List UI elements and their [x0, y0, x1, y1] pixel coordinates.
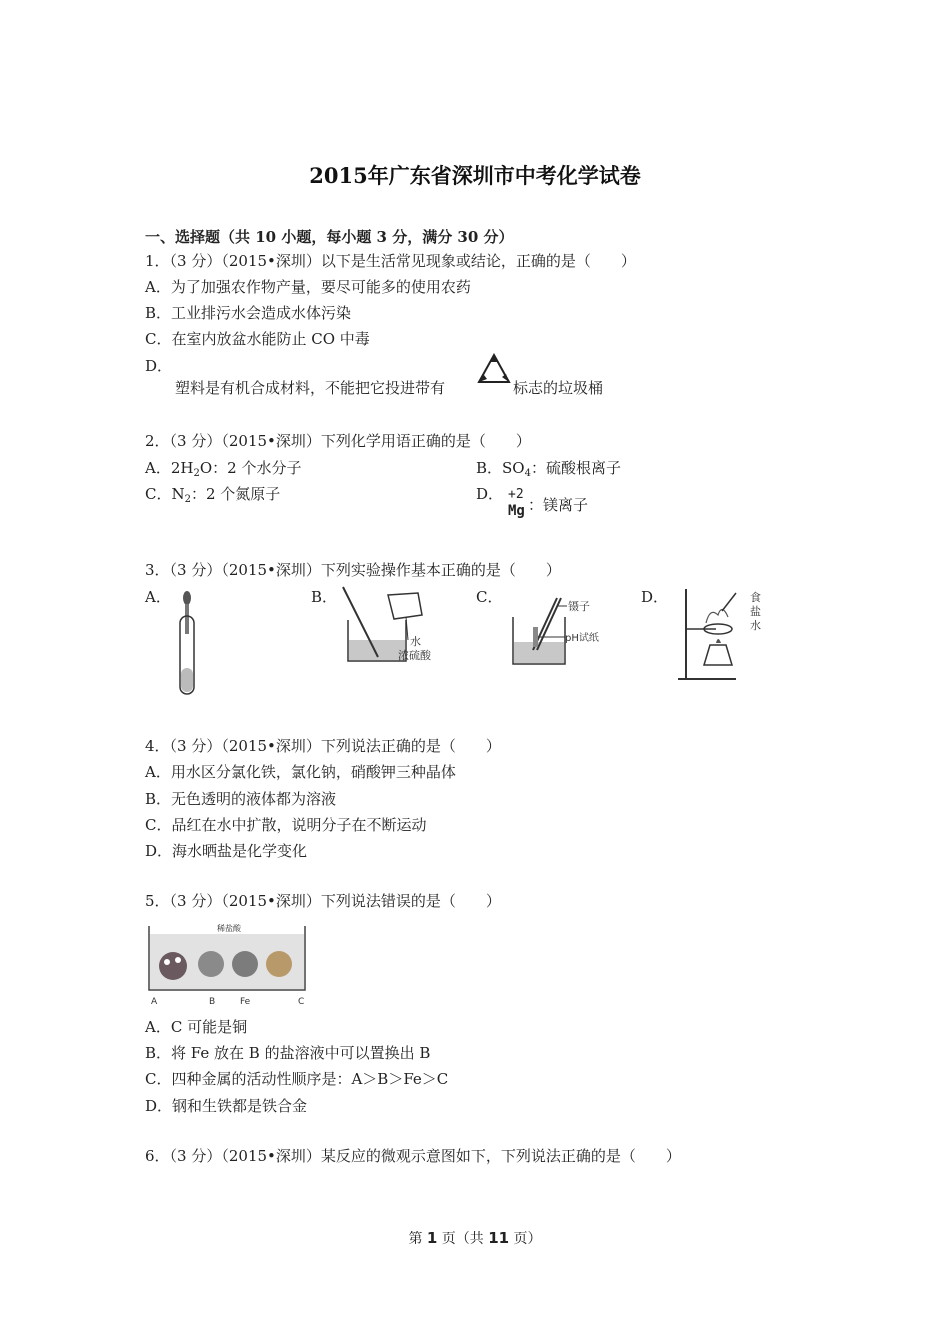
- d-label-1: 食: [750, 591, 761, 604]
- q1-option-d-letter: D．: [145, 357, 173, 375]
- page-footer: [0, 1228, 950, 1248]
- recycle-icon: [476, 352, 512, 386]
- q2-option-c: [145, 483, 280, 511]
- q5-option-a: A．C 可能是铜: [145, 1018, 248, 1036]
- d-label-3: 水: [750, 619, 761, 632]
- q1-option-d-text2: 标志的垃圾桶: [513, 379, 604, 397]
- ph-test-image: [505, 592, 610, 672]
- q2-option-b: [476, 457, 621, 485]
- q1-option-c: C．在室内放盆水能防止 CO 中毒: [145, 330, 370, 348]
- q2-c-prefix: C．N: [145, 485, 185, 503]
- q2-b-prefix: B．SO: [476, 459, 525, 477]
- q3-option-b: B．: [311, 588, 338, 606]
- q2-c-suffix: ：2 个氮原子: [190, 485, 281, 503]
- dilution-beaker-image: [338, 585, 438, 665]
- footer-page-number: 1: [426, 1229, 438, 1247]
- q1-option-a: A．为了加强农作物产量，要尽可能多的使用农药: [145, 278, 471, 296]
- q2-c-sub: 2: [184, 494, 191, 505]
- footer-suffix: 页）: [509, 1231, 542, 1247]
- q5-stem: 5．（3 分）（2015•深圳）下列说法错误的是（ ）: [145, 892, 501, 910]
- q5-acid-label: 稀盐酸: [217, 924, 241, 933]
- q2-a-suffix: O：2 个水分子: [199, 459, 302, 477]
- q2-b-sub: 4: [524, 468, 531, 479]
- test-tube-dropper-image: [172, 588, 202, 698]
- b-label-water: 水: [410, 635, 421, 648]
- q3-stem: 3．（3 分）（2015•深圳）下列实验操作基本正确的是（ ）: [145, 561, 561, 579]
- q5-label-c: C: [298, 997, 305, 1007]
- q2-option-d-letter: D．: [476, 485, 504, 503]
- b-label-acid: 浓硫酸: [398, 649, 431, 662]
- q3-option-a: A．: [145, 588, 171, 606]
- section-heading: 一、选择题（共 10 小题，每小题 3 分，满分 30 分）: [145, 228, 514, 246]
- q4-stem: 4．（3 分）（2015•深圳）下列说法正确的是（ ）: [145, 737, 501, 755]
- q4-option-a: A．用水区分氯化铁，氯化钠，硝酸钾三种晶体: [145, 763, 456, 781]
- q4-option-d: D．海水晒盐是化学变化: [145, 842, 308, 860]
- q3-option-d: D．: [641, 588, 669, 606]
- q2-d-text: ：镁离子: [528, 496, 589, 514]
- d-label-2: 盐: [750, 605, 761, 618]
- metal-reaction-image: [145, 920, 310, 1008]
- footer-total-pages: 11: [488, 1229, 510, 1247]
- q4-option-b: B．无色透明的液体都为溶液: [145, 790, 337, 808]
- q5-label-fe: Fe: [240, 997, 251, 1007]
- q2-b-suffix: ：硫酸根离子: [530, 459, 621, 477]
- q3-option-c: C．: [476, 588, 503, 606]
- q2-stem: 2．（3 分）（2015•深圳）下列化学用语正确的是（ ）: [145, 432, 531, 450]
- q2-option-a: [145, 457, 301, 485]
- footer-middle: 页（共: [437, 1231, 489, 1247]
- q5-option-d: D．钢和生铁都是铁合金: [145, 1097, 308, 1115]
- q2-a-prefix: A．2H: [145, 459, 194, 477]
- q2-d-charge: +2: [508, 487, 524, 502]
- q5-option-c: C．四种金属的活动性顺序是：A＞B＞Fe＞C: [145, 1070, 449, 1088]
- q2-a-sub: 2: [193, 468, 200, 479]
- q1-stem: 1．（3 分）（2015•深圳）以下是生活常见现象或结论，正确的是（ ）: [145, 252, 636, 270]
- q2-d-symbol: Mg: [508, 503, 525, 519]
- q6-stem: 6．（3 分）（2015•深圳）某反应的微观示意图如下，下列说法正确的是（ ）: [145, 1147, 681, 1165]
- exam-title: 2015年广东省深圳市中考化学试卷: [309, 163, 641, 188]
- q5-label-a: A: [151, 997, 158, 1007]
- c-label-ph-paper: pH试纸: [565, 633, 599, 644]
- q1-option-d-text1: 塑料是有机合成材料，不能把它投进带有: [175, 379, 446, 397]
- q1-option-b: B．工业排污水会造成水体污染: [145, 304, 352, 322]
- c-label-tweezers: 镊子: [568, 600, 590, 613]
- q4-option-c: C．品红在水中扩散，说明分子在不断运动: [145, 816, 427, 834]
- q5-label-b: B: [209, 997, 216, 1007]
- footer-prefix: 第: [408, 1231, 427, 1247]
- evaporation-image: [676, 585, 771, 685]
- q5-option-b: B．将 Fe 放在 B 的盐溶液中可以置换出 B: [145, 1044, 431, 1062]
